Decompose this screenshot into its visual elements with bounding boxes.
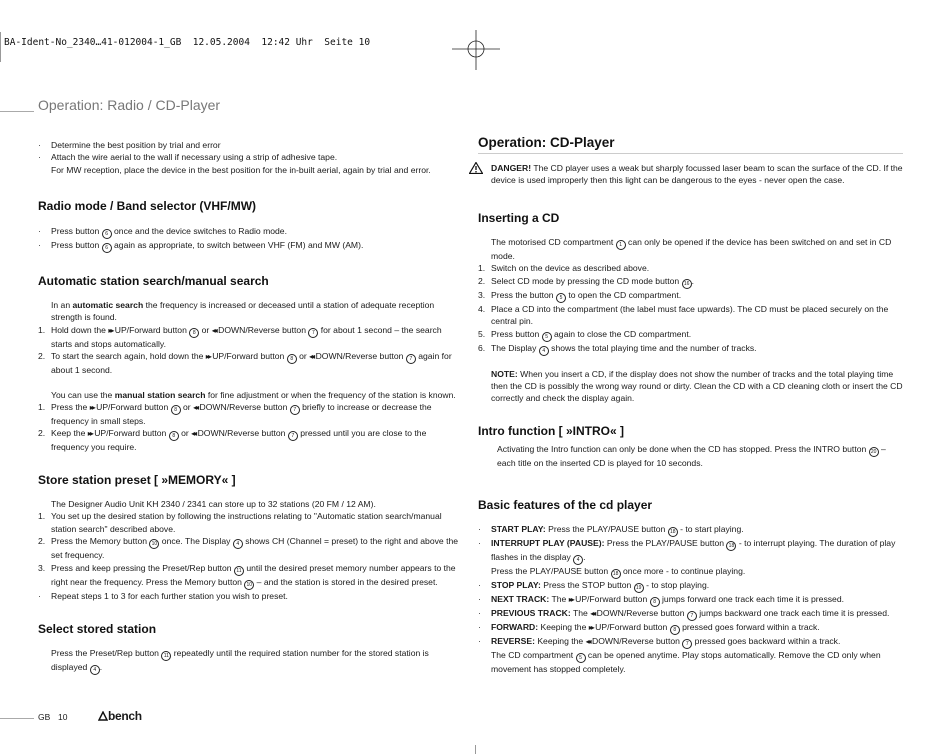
list-item: · FORWARD: Keeping the ▸▸ UP/Forward button 8 pressed goes forward within a track. — [478, 622, 820, 633]
logo-mark-icon — [98, 711, 108, 721]
paragraph: The Designer Audio Unit KH 2340 / 2341 can store up to 32 stations (20 FM / 12 AM). — [51, 499, 376, 509]
radio-section — [38, 199, 463, 253]
paragraph: Press the Preset/Rep button 11 repeatedly until the required station number for the stored station is displayed 4 . — [51, 648, 429, 673]
button-ref-icon: 18 — [668, 527, 678, 537]
reverse-icon: ◂◂ — [193, 403, 198, 413]
footer-rule — [0, 718, 34, 719]
list-item: 2. To start the search again, hold down the ▸▸ UP/Forward button 8 or ◂◂ DOWN/Reverse button 7 again for about 1 second. — [38, 351, 452, 376]
button-ref-icon: 4 — [539, 346, 549, 356]
button-ref-icon: 4 — [90, 665, 100, 675]
store-section — [38, 473, 463, 602]
print-slug-line: BA-Ident-No_2340…41-012004-1_GB 12.05.2004 12:42 Uhr Seite 10 — [4, 37, 371, 48]
button-ref-icon: 18 — [726, 541, 736, 551]
forward-icon: ▸▸ — [568, 595, 573, 604]
list-item: · INTERRUPT PLAY (PAUSE): Press the PLAY/PAUSE button 18 - to interrupt playing. The duration of play flashes in the display 4 . — [478, 538, 896, 563]
button-ref-icon: 7 — [308, 328, 318, 338]
list-item: · PREVIOUS TRACK: The ◂◂ DOWN/Reverse button 7 jumps backward one track each time it is pressed. — [478, 608, 890, 619]
list-item: 2. Select CD mode by pressing the CD mode button 16 . — [478, 275, 694, 287]
section-heading: Intro function [ »INTRO« ] — [478, 424, 624, 438]
button-ref-icon: 5 — [556, 293, 566, 303]
reverse-icon: ◂◂ — [585, 637, 590, 646]
button-ref-icon: 8 — [189, 328, 199, 338]
forward-icon: ▸▸ — [87, 429, 92, 439]
button-ref-icon: 10 — [149, 539, 159, 549]
reverse-icon: ◂◂ — [309, 352, 314, 362]
section-heading: Radio mode / Band selector (VHF/MW) — [38, 199, 257, 213]
list-item-continuation: Press the PLAY/PAUSE button 18 once more - to continue playing. — [491, 566, 746, 577]
paragraph: You can use the manual station search for fine adjustment or when the frequency of the station is known. — [51, 389, 456, 400]
intro-section — [478, 424, 903, 469]
list-item: 3. Press the button 5 to open the CD compartment. — [478, 289, 682, 301]
button-ref-icon: 19 — [634, 583, 644, 593]
header-rule — [0, 111, 34, 112]
list-item-continuation: For MW reception, place the device in the best position for the in-built aerial, again by trial and error. — [51, 164, 431, 175]
button-ref-icon: 8 — [171, 405, 181, 415]
list-item: 6. The Display 4 shows the total playing time and the number of tracks. — [478, 342, 757, 354]
button-ref-icon: 1 — [616, 240, 626, 250]
button-ref-icon: 10 — [244, 580, 254, 590]
button-ref-icon: 6 — [102, 243, 112, 253]
paragraph: The CD compartment 5 can be opened anytime. Play stops automatically. Remove the CD only when movement has stopped completely. — [491, 650, 881, 674]
warning-triangle-icon — [469, 162, 483, 174]
reverse-icon: ◂◂ — [590, 609, 595, 618]
button-ref-icon: 7 — [406, 354, 416, 364]
list-item: 3. Press and keep pressing the Preset/Rep button 11 until the desired preset memory number appears to the right near the frequency. Press the Memory button 10 – and the station is stored in the desired preset. — [38, 562, 456, 588]
button-ref-icon: 7 — [687, 611, 697, 621]
button-ref-icon: 11 — [161, 651, 171, 661]
section-heading: Select stored station — [38, 622, 157, 636]
list-item: 5. Press button 5 again to close the CD compartment. — [478, 328, 692, 340]
section-heading: Inserting a CD — [478, 211, 560, 225]
button-ref-icon: 8 — [169, 431, 179, 441]
crop-mark — [0, 32, 1, 62]
basic-section — [478, 498, 903, 675]
reverse-icon: ◂◂ — [191, 429, 196, 439]
registration-mark-icon — [452, 30, 500, 70]
forward-icon: ▸▸ — [89, 403, 94, 413]
button-ref-icon: 7 — [288, 431, 298, 441]
list-item: · Attach the wire aerial to the wall if necessary using a strip of adhesive tape. — [38, 152, 338, 163]
insert-section — [478, 211, 903, 405]
list-item: 1. Hold down the ▸▸ UP/Forward button 8 or ◂◂ DOWN/Reverse button 7 for about 1 second – the search starts and stops automatically. — [38, 324, 442, 349]
section-heading: Basic features of the cd player — [478, 498, 653, 512]
button-ref-icon: 11 — [234, 566, 244, 576]
danger-notice: DANGER! The CD player uses a weak but sharply focussed laser beam to scan the surface of the CD. If the device is used improperly then this light can be dangerous to the eyes - never open the case. — [478, 162, 903, 187]
crop-mark — [475, 745, 476, 754]
main-heading: Operation: CD-Player — [478, 135, 903, 154]
list-item: · Press button 6 again as appropriate, to switch between VHF (FM) and MW (AM). — [38, 240, 364, 251]
paragraph: Activating the Intro function can only be done when the CD has stopped. Press the INTRO button 20 – each title on the inserted CD is played for 10 seconds. — [497, 444, 886, 468]
cd-main-section — [478, 135, 903, 187]
forward-icon: ▸▸ — [108, 325, 113, 335]
button-ref-icon: 8 — [670, 625, 680, 635]
button-ref-icon: 8 — [287, 354, 297, 364]
list-item: 1. Switch on the device as described above. — [478, 263, 650, 274]
list-item: 2. Press the Memory button 10 once. The Display 4 shows CH (Channel = preset) to the right and above the set frequency. — [38, 536, 459, 561]
select-section — [38, 622, 463, 675]
forward-icon: ▸▸ — [205, 352, 210, 362]
reverse-icon: ◂◂ — [211, 325, 216, 335]
search-section — [38, 274, 463, 454]
button-ref-icon: 4 — [573, 555, 583, 565]
list-item: · Determine the best position by trial and error — [38, 140, 221, 150]
note-paragraph: NOTE: When you insert a CD, if the display does not show the number of tracks and the total playing time then the CD is possibly the wrong way round or dirty. Clean the CD with a CD cleaning cloth or insert the CD correctly and check the display again. — [491, 368, 903, 404]
list-item: · Repeat steps 1 to 3 for each further station you wish to preset. — [38, 590, 288, 601]
button-ref-icon: 20 — [869, 447, 879, 457]
button-ref-icon: 16 — [682, 279, 692, 289]
button-ref-icon: 4 — [233, 539, 243, 549]
list-item: 4. Place a CD into the compartment (the label must face upwards). The CD must be placed securely on the central pin. — [478, 303, 889, 327]
section-heading: Automatic station search/manual search — [38, 274, 269, 288]
page-header-title: Operation: Radio / CD-Player — [38, 97, 221, 113]
section-heading: Store station preset [ »MEMORY« ] — [38, 473, 236, 487]
button-ref-icon: 7 — [682, 639, 692, 649]
button-ref-icon: 6 — [102, 229, 112, 239]
list-item: · START PLAY: Press the PLAY/PAUSE button 18 - to start playing. — [478, 524, 744, 535]
list-item: · REVERSE: Keeping the ◂◂ DOWN/Reverse button 7 pressed goes backward within a track. — [478, 636, 841, 647]
button-ref-icon: 18 — [611, 569, 621, 579]
button-ref-icon: 5 — [542, 332, 552, 342]
footer-language: GB — [38, 712, 51, 722]
brand-logo: bench — [98, 709, 142, 723]
list-item: · Press button 6 once and the device switches to Radio mode. — [38, 226, 287, 237]
list-item: 2. Keep the ▸▸ UP/Forward button 8 or ◂◂ DOWN/Reverse button 7 pressed until you are close to the frequency you require. — [38, 428, 427, 453]
forward-icon: ▸▸ — [588, 623, 593, 632]
paragraph: The motorised CD compartment 1 can only be opened if the device has been switched on and set in CD mode. — [491, 237, 892, 261]
button-ref-icon: 8 — [650, 597, 660, 607]
list-item: 1. Press the ▸▸ UP/Forward button 8 or ◂◂ DOWN/Reverse button 7 briefly to increase or decrease the frequency in small steps. — [38, 402, 432, 427]
intro-list — [38, 139, 463, 176]
button-ref-icon: 7 — [290, 405, 300, 415]
button-ref-icon: 5 — [576, 653, 586, 663]
paragraph: In an automatic search the frequency is increased or deceased until a station of adequate reception strength is found. — [51, 300, 435, 323]
list-item: · STOP PLAY: Press the STOP button 19 - to stop playing. — [478, 580, 710, 591]
list-item: · NEXT TRACK: The ▸▸ UP/Forward button 8 jumps forward one track each time it is pressed. — [478, 594, 844, 605]
list-item: 1. You set up the desired station by following the instructions relating to "Automatic station search/manual station search" described above. — [38, 511, 442, 534]
page-number: 10 — [58, 712, 68, 722]
